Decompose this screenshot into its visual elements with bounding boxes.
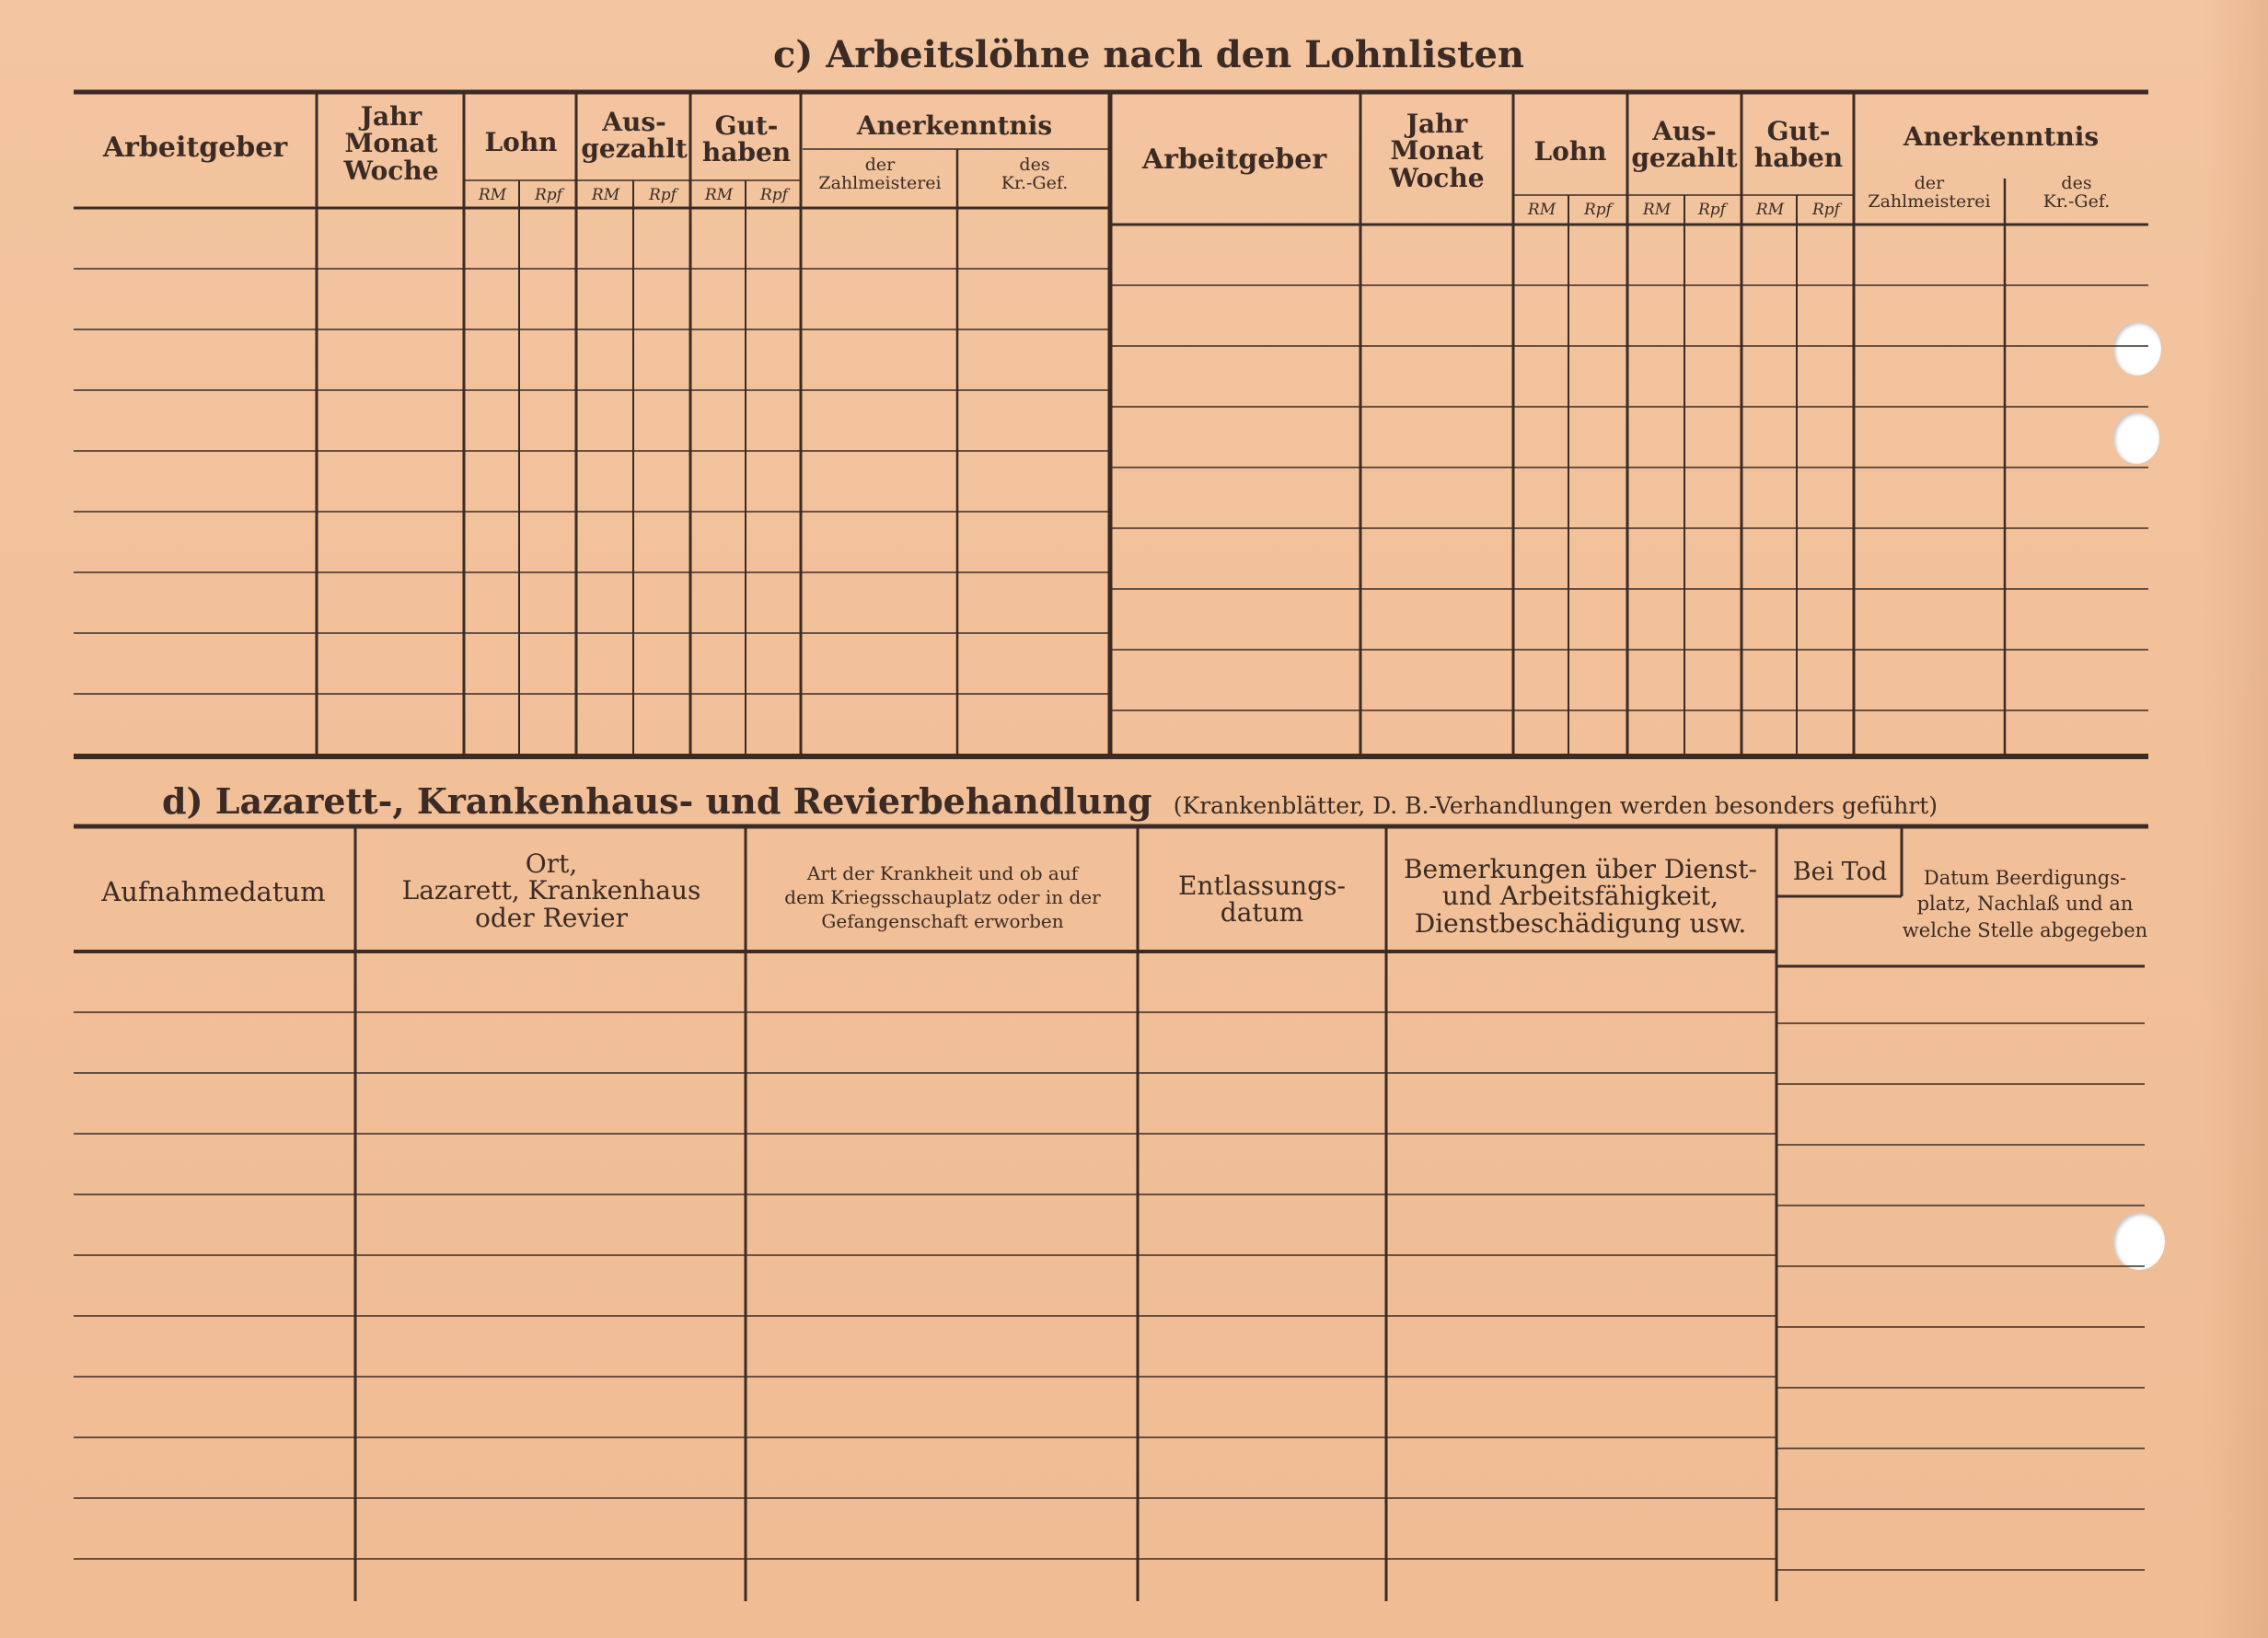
- header-aufnahmedatum: Aufnahmedatum: [101, 876, 326, 907]
- section-d-title-text: d) Lazarett-, Krankenhaus- und Revierbehandlung: [162, 780, 1152, 822]
- header-zahlmeisterei-right: der Zahlmeisterei: [1868, 173, 1991, 212]
- header-zahlmeisterei-left: der Zahlmeisterei: [818, 155, 942, 193]
- header-guthaben-left: Gut- haben: [701, 110, 792, 168]
- header-ort: Ort, Lazarett, Krankenhaus oder Revier: [401, 848, 701, 933]
- header-bei-tod: Bei Tod: [1792, 858, 1888, 886]
- header-datum-beerdigung: Datum Beerdigungs- platz, Nachlaß und an welche Stelle abgegeben: [1902, 867, 2148, 941]
- header-lohn-left: Lohn: [484, 127, 558, 157]
- header-arbeitgeber-left: Arbeitgeber: [102, 132, 288, 164]
- unit-guthaben-rpf-right: Rpf: [1812, 201, 1840, 219]
- header-ausgezahlt-right: Aus- gezahlt: [1631, 116, 1738, 174]
- unit-guthaben-rm-right: RM: [1755, 201, 1785, 219]
- unit-ausgezahlt-rpf-right: Rpf: [1698, 201, 1726, 219]
- header-guthaben-right: Gut- haben: [1753, 116, 1844, 174]
- header-krgef-right: des Kr.-Gef.: [2042, 173, 2111, 212]
- unit-ausgezahlt-rm-left: RM: [591, 186, 620, 204]
- section-c-title: c) Arbeitslöhne nach den Lohnlisten: [773, 33, 1525, 76]
- section-d-title: [162, 780, 1938, 822]
- unit-ausgezahlt-rm-right: RM: [1642, 201, 1672, 219]
- unit-guthaben-rm-left: RM: [704, 186, 734, 204]
- header-anerkenntnis-right: Anerkenntnis: [1903, 121, 2100, 152]
- header-lohn-right: Lohn: [1533, 136, 1607, 167]
- unit-lohn-rpf-left: Rpf: [535, 186, 562, 204]
- header-zeitraum-left: Jahr Monat Woche: [343, 101, 439, 186]
- header-bemerkungen: Bemerkungen über Dienst- und Arbeitsfähigkeit, Dienstbeschädigung usw.: [1403, 854, 1757, 939]
- unit-lohn-rm-left: RM: [478, 186, 507, 204]
- header-ausgezahlt-left: Aus- gezahlt: [581, 107, 688, 165]
- header-krankheit: Art der Krankheit und ob auf dem Kriegsschauplatz oder in der Gefangenschaft erworben: [784, 862, 1101, 932]
- header-arbeitgeber-right: Arbeitgeber: [1141, 144, 1327, 176]
- header-anerkenntnis-left: Anerkenntnis: [856, 110, 1053, 141]
- section-d-subtitle: (Krankenblätter, D. B.-Verhandlungen werden besonders geführt): [1173, 792, 1938, 819]
- unit-lohn-rm-right: RM: [1527, 201, 1556, 219]
- unit-ausgezahlt-rpf-left: Rpf: [649, 186, 677, 204]
- header-entlassung: Entlassungs- datum: [1178, 871, 1346, 929]
- unit-guthaben-rpf-left: Rpf: [760, 186, 788, 204]
- unit-lohn-rpf-right: Rpf: [1584, 201, 1612, 219]
- header-krgef-left: des Kr.-Gef.: [1001, 155, 1069, 193]
- header-zeitraum-right: Jahr Monat Woche: [1389, 109, 1485, 193]
